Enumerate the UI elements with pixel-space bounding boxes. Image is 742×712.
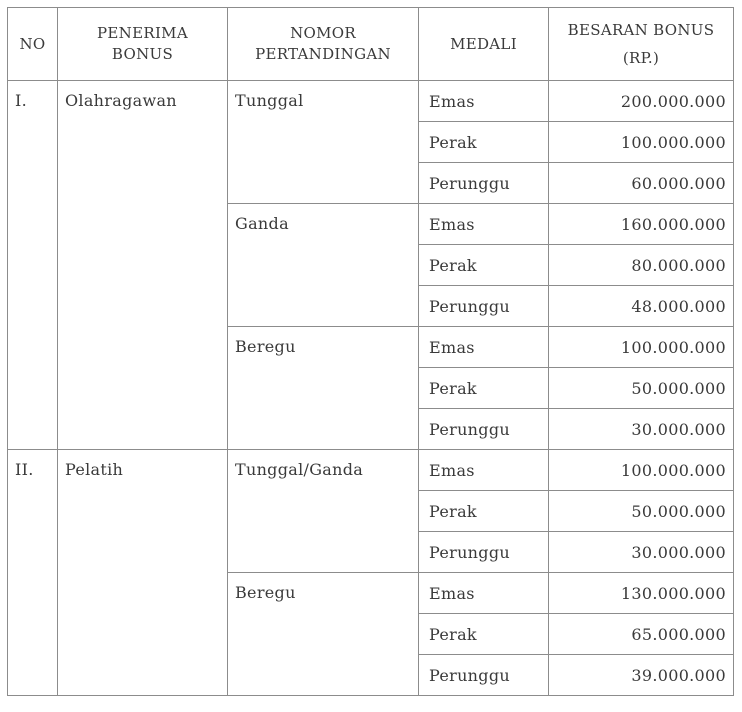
medal-cell: Emas: [419, 81, 549, 122]
amount-cell: 50.000.000: [549, 368, 734, 409]
amount-cell: 160.000.000: [549, 204, 734, 245]
event-name: Beregu: [228, 327, 419, 450]
header-event-line-2: PERTANDINGAN: [255, 45, 391, 63]
amount-cell: 100.000.000: [549, 450, 734, 491]
medal-cell: Emas: [419, 573, 549, 614]
amount-cell: 65.000.000: [549, 614, 734, 655]
amount-cell: 100.000.000: [549, 122, 734, 163]
header-bonus-line-1: BESARAN BONUS: [567, 21, 715, 39]
header-recipient: [58, 8, 228, 81]
medal-cell: Perak: [419, 614, 549, 655]
event-name: Tunggal/Ganda: [228, 450, 419, 573]
header-row: [8, 8, 734, 81]
header-bonus: [549, 8, 734, 81]
medal-cell: Emas: [419, 450, 549, 491]
medal-cell: Emas: [419, 204, 549, 245]
medal-cell: Perak: [419, 122, 549, 163]
bonus-table: [7, 7, 734, 696]
header-bonus-line-2: (RP.): [622, 49, 660, 67]
amount-cell: 30.000.000: [549, 409, 734, 450]
header-recipient-line-2: BONUS: [111, 45, 174, 63]
header-event-line-1: NOMOR: [290, 24, 356, 42]
amount-cell: 130.000.000: [549, 573, 734, 614]
header-no: NO: [8, 8, 58, 81]
medal-cell: Perunggu: [419, 163, 549, 204]
group-no: II.: [8, 450, 58, 696]
event-name: Tunggal: [228, 81, 419, 204]
medal-cell: Perak: [419, 368, 549, 409]
amount-cell: 39.000.000: [549, 655, 734, 696]
amount-cell: 30.000.000: [549, 532, 734, 573]
amount-cell: 200.000.000: [549, 81, 734, 122]
amount-cell: 100.000.000: [549, 327, 734, 368]
header-event: [228, 8, 419, 81]
medal-cell: Perak: [419, 245, 549, 286]
amount-cell: 48.000.000: [549, 286, 734, 327]
header-recipient-line-1: PENERIMA: [97, 24, 188, 42]
amount-cell: 60.000.000: [549, 163, 734, 204]
event-name: Beregu: [228, 573, 419, 696]
table-row: [8, 450, 734, 491]
group-no: I.: [8, 81, 58, 450]
header-medal: MEDALI: [419, 8, 549, 81]
medal-cell: Perunggu: [419, 532, 549, 573]
medal-cell: Perunggu: [419, 286, 549, 327]
medal-cell: Emas: [419, 327, 549, 368]
group-recipient: Pelatih: [58, 450, 228, 696]
medal-cell: Perak: [419, 491, 549, 532]
medal-cell: Perunggu: [419, 409, 549, 450]
event-name: Ganda: [228, 204, 419, 327]
table-row: [8, 81, 734, 122]
amount-cell: 80.000.000: [549, 245, 734, 286]
group-recipient: Olahragawan: [58, 81, 228, 450]
amount-cell: 50.000.000: [549, 491, 734, 532]
medal-cell: Perunggu: [419, 655, 549, 696]
